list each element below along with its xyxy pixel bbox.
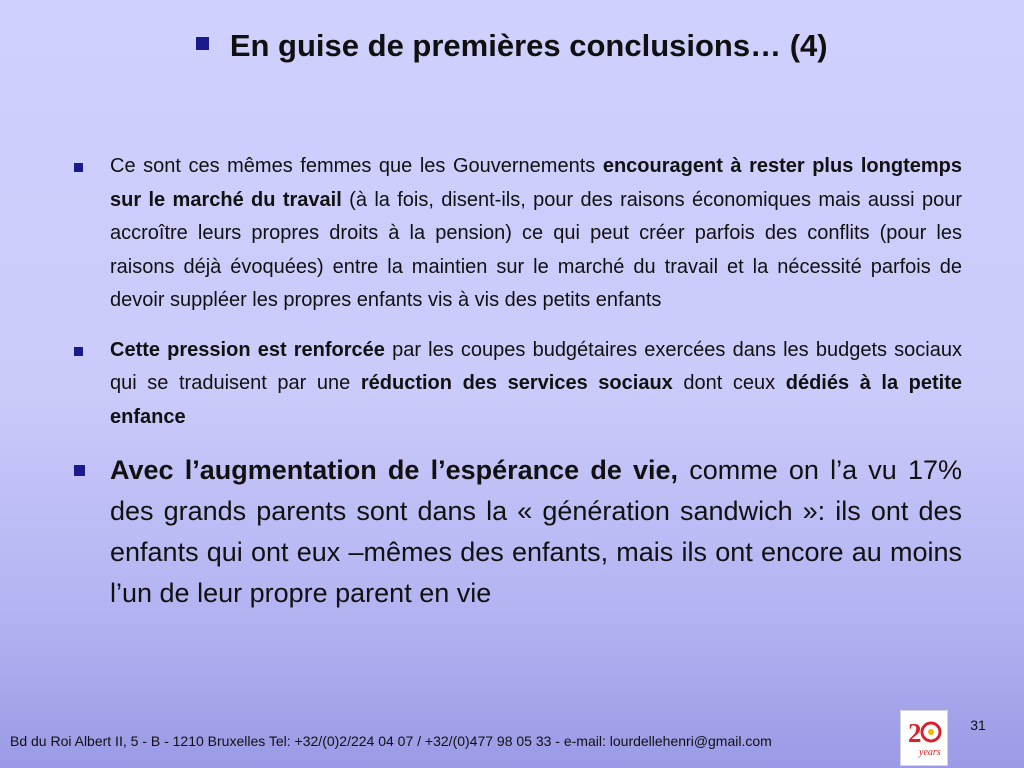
body-text: (à la fois, disent-ils, pour des raisons économiques mais aussi pour accroître leurs propres droits à la pension) ce qui peut créer parfois des conflits (pour les raisons déjà évoquées) entre la maintien sur le marché du travail et la nécessité parfois de devoir suppléer les propres enfants vis à vis des petits enfants [110,188,962,311]
bullet-list [72,150,962,630]
bold-text: dédiés à la petite enfance [110,372,963,428]
body-text: par les coupes budgétaires exercées dans les budgets sociaux qui se traduisent par une [110,338,962,394]
bullet-item [72,334,962,435]
svg-text:2: 2 [908,718,922,748]
bullet-item [72,150,962,318]
anniversary-badge-logo [900,710,948,766]
bold-text: encouragent à rester plus longtemps sur le marché du travail [110,155,962,211]
svg-text:years: years [919,747,941,758]
bullet-item [72,450,962,614]
body-text: Ce sont ces mêmes femmes que les Gouvernements [110,155,603,177]
bold-text: Avec l’augmentation de l’espérance de vie, [110,455,679,485]
page-number: 31 [970,717,986,733]
body-text: comme on l’a vu 17% des grands parents sont dans la « génération sandwich »: ils ont des enfants qui ont eux –mêmes des enfants, mais ils ont encore au moins l’un de leur propre parent en vie [110,455,963,608]
bold-text: Cette pression est renforcée [110,338,385,361]
bullet-square [74,163,83,172]
slide-title: En guise de premières conclusions… (4) [229,28,828,63]
footer-address: Bd du Roi Albert II, 5 - B - 1210 Bruxelles Tel: +32/(0)2/224 04 07 / +32/(0)477 98 05 33 - e-mail: lourdellehenri@gmail.com [10,733,772,749]
bullet-square [74,347,83,356]
slide-title-row [0,28,1024,64]
bold-text: réduction des services sociaux [360,372,673,394]
bullet-square [74,465,85,476]
body-text: dont ceux [672,372,786,394]
title-bullet-square [196,37,209,50]
